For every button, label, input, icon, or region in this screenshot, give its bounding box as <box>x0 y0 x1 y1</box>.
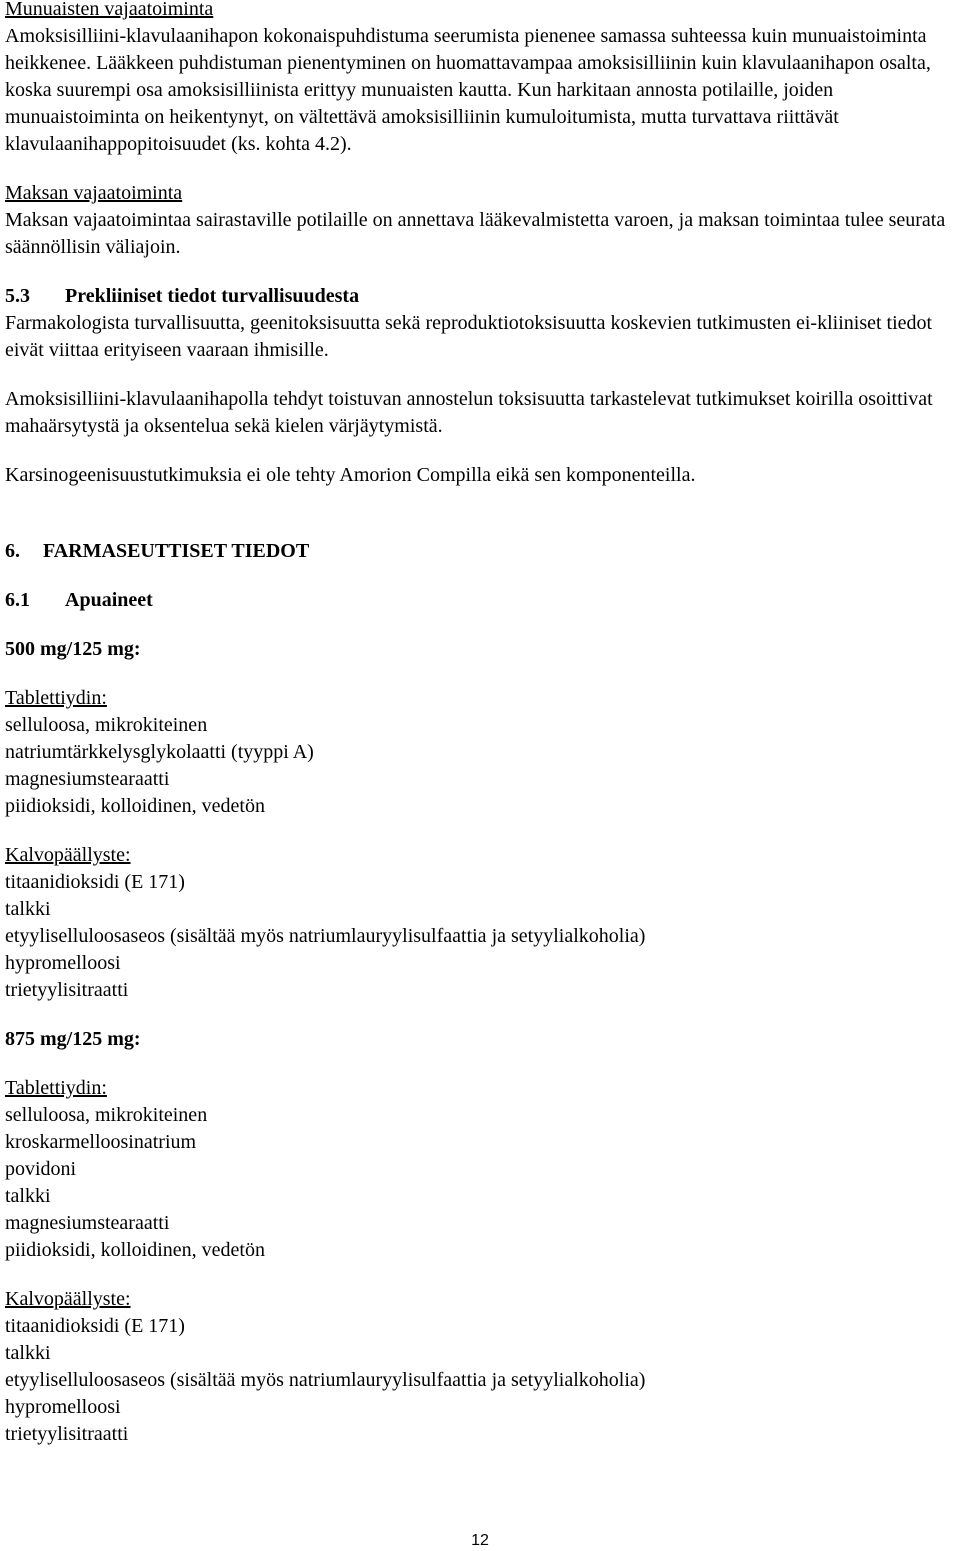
section-5-3-title: Prekliiniset tiedot turvallisuudesta <box>65 285 360 307</box>
list-item: povidoni <box>5 1158 77 1180</box>
list-item: talkki <box>5 898 51 920</box>
renal-heading: Munuaisten vajaatoiminta <box>5 0 214 20</box>
list-item: titaanidioksidi (E 171) <box>5 1315 185 1337</box>
strength-875-coat-heading: Kalvopäällyste: <box>5 1288 131 1310</box>
section-5-3-paragraph-1: Farmakologista turvallisuutta, geenitoksisuutta sekä reproduktiotoksisuutta koskevien tutkimusten ei-kliiniset tiedot eivät viittaa erityiseen vaaraan ihmisille. <box>5 312 933 361</box>
list-item: kroskarmelloosinatrium <box>5 1131 197 1153</box>
list-item: magnesiumstearaatti <box>5 768 170 790</box>
strength-875-label: 875 mg/125 mg: <box>5 1028 141 1050</box>
strength-875-core-list <box>5 1102 955 1264</box>
section-5-3-paragraph-2: Amoksisilliini-klavulaanihapolla tehdyt toistuvan annostelun toksisuutta tarkastelevat tutkimukset koirilla osoittivat mahaärsytystä ja oksentelua sekä kielen värjäytymistä. <box>5 388 933 437</box>
section-6-1-heading <box>5 587 955 614</box>
document-page <box>5 0 955 1448</box>
section-6-1-number: 6.1 <box>5 589 30 611</box>
list-item: titaanidioksidi (E 171) <box>5 871 185 893</box>
section-5-3-heading <box>5 283 955 310</box>
list-item: piidioksidi, kolloidinen, vedetön <box>5 1239 265 1261</box>
list-item: magnesiumstearaatti <box>5 1212 170 1234</box>
strength-875-coat-list <box>5 1313 955 1448</box>
section-6-heading <box>5 538 955 565</box>
list-item: etyyliselluloosaseos (sisältää myös natriumlauryylisulfaattia ja setyylialkoholia) <box>5 1369 646 1391</box>
strength-500-coat-heading: Kalvopäällyste: <box>5 844 131 866</box>
section-6-number: 6. <box>5 540 20 562</box>
strength-500-core-list <box>5 712 955 820</box>
list-item: trietyylisitraatti <box>5 1423 129 1445</box>
section-5-3-number: 5.3 <box>5 285 30 307</box>
list-item: talkki <box>5 1342 51 1364</box>
list-item: trietyylisitraatti <box>5 979 129 1001</box>
renal-paragraph-1 <box>5 23 955 158</box>
section-6-title: FARMASEUTTISET TIEDOT <box>43 540 310 562</box>
hepatic-heading: Maksan vajaatoiminta <box>5 182 183 204</box>
strength-875-core-heading: Tablettiydin: <box>5 1077 107 1099</box>
strength-500-label: 500 mg/125 mg: <box>5 638 141 660</box>
strength-500-coat-list <box>5 869 955 1004</box>
list-item: piidioksidi, kolloidinen, vedetön <box>5 795 265 817</box>
list-item: hypromelloosi <box>5 1396 121 1418</box>
list-item: selluloosa, mikrokiteinen <box>5 714 208 736</box>
list-item: selluloosa, mikrokiteinen <box>5 1104 208 1126</box>
page-number: 12 <box>471 1532 489 1549</box>
hepatic-paragraph: Maksan vajaatoimintaa sairastaville potilaille on annettava lääkevalmistetta varoen, ja maksan toimintaa tulee seurata säännöllisin väliajoin. <box>5 209 946 258</box>
list-item: hypromelloosi <box>5 952 121 974</box>
section-5-3-paragraph-3: Karsinogeenisuustutkimuksia ei ole tehty Amorion Compilla eikä sen komponenteilla. <box>5 464 696 486</box>
section-6-1-title: Apuaineet <box>65 589 153 611</box>
list-item: talkki <box>5 1185 51 1207</box>
list-item: natriumtärkkelysglykolaatti (tyyppi A) <box>5 741 314 763</box>
strength-500-core-heading: Tablettiydin: <box>5 687 107 709</box>
renal-p2-text: Kun harkitaan annosta potilaille, joiden munuaistoiminta on heikentynyt, on vältettävä amoksisilliinin kumuloitumista, mutta turvattava riittävät klavulaanihappopitoisuudet (ks. kohta 4.2). <box>5 79 839 155</box>
list-item: etyyliselluloosaseos (sisältää myös natriumlauryylisulfaattia ja setyylialkoholia) <box>5 925 646 947</box>
renal-p1-text: Amoksisilliini-klavulaanihapon kokonaispuhdistuma seerumista pienenee samassa suhteessa kuin munuaistoiminta heikkenee. Lääkkeen puhdistuman pienentyminen on huomattavampaa amoksisilliinin kuin klavulaanihapon osalta, koska suurempi osa amoksisilliinista erittyy munuaisten kautta. <box>5 25 931 101</box>
